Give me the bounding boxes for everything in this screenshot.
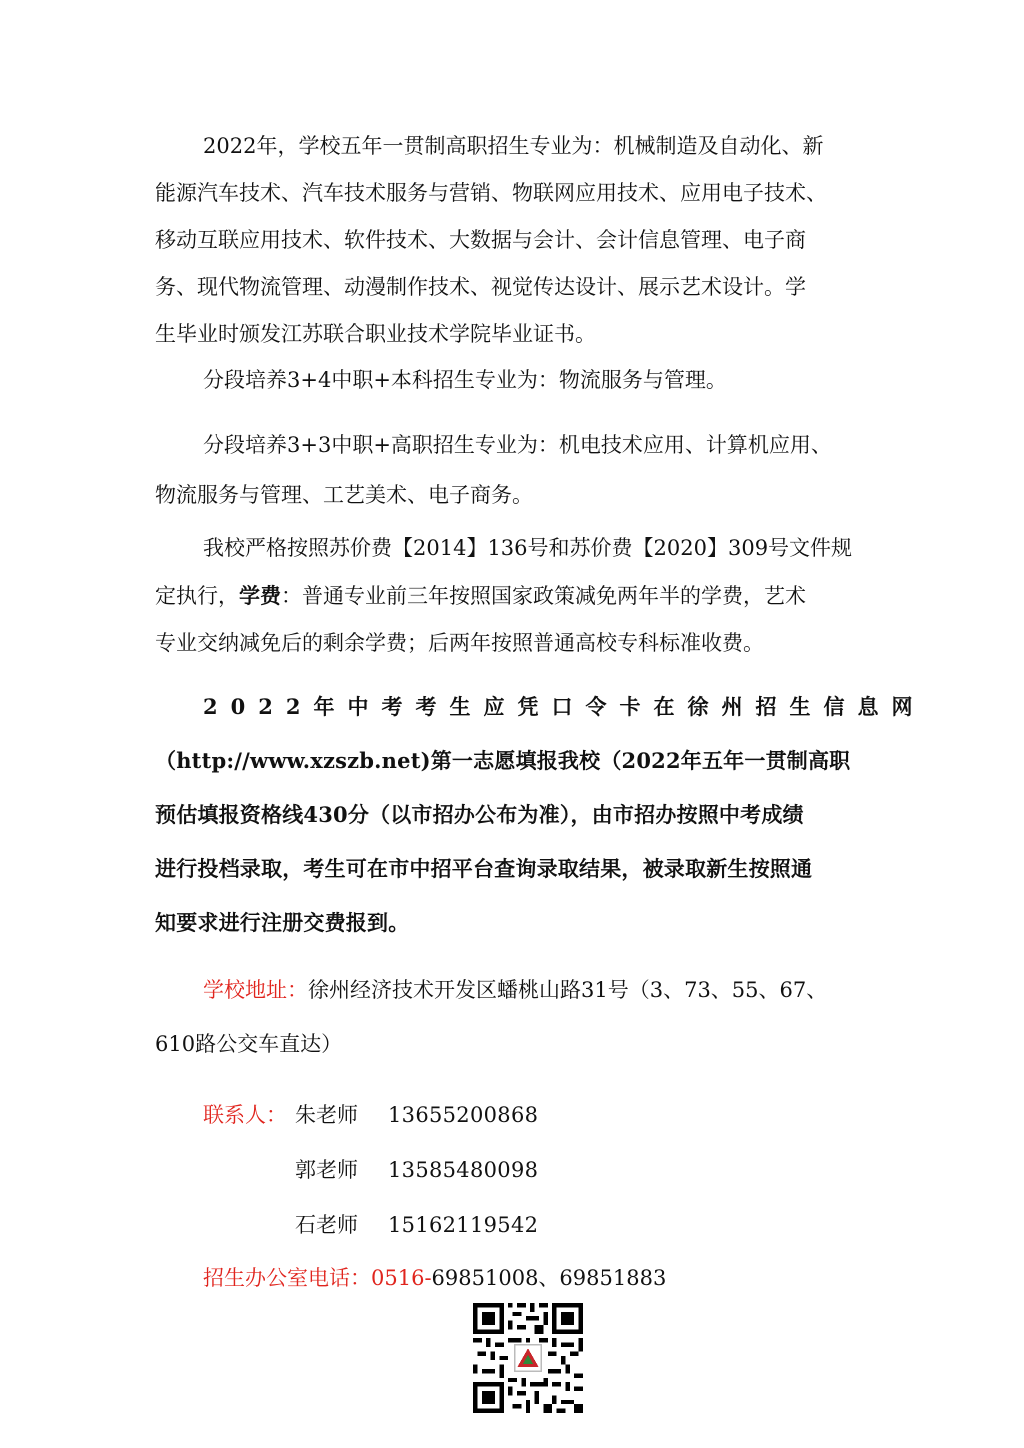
paragraph-majors-five-year	[155, 123, 875, 358]
contact-row	[203, 1093, 538, 1148]
paragraph-tuition	[155, 525, 875, 667]
text-line	[155, 963, 875, 1017]
text-line: 进行投档录取，考生可在市中招平台查询录取结果，被录取新生按照通	[155, 856, 813, 881]
paragraph-3plus3	[155, 420, 875, 520]
address-label: 学校地址：	[203, 978, 308, 1002]
text-line: 2022年中考考生应凭口令卡在徐州招生信息网	[203, 694, 926, 719]
office-phone-numbers: 69851008、69851883	[431, 1266, 667, 1290]
paragraph-3plus4	[155, 362, 875, 398]
contact-phone: 15162119542	[388, 1213, 539, 1237]
office-phone-line	[203, 1260, 666, 1296]
contact-name: 石老师	[295, 1213, 358, 1237]
text-line: 专业交纳减免后的剩余学费；后两年按照普通高校专科标准收费。	[155, 631, 764, 655]
text-line: 分段培养3+3中职+高职招生专业为：机电技术应用、计算机应用、	[203, 433, 832, 457]
contact-row	[203, 1203, 538, 1258]
contact-phone: 13655200868	[388, 1103, 539, 1127]
text-line: 610路公交车直达）	[155, 1032, 343, 1056]
contact-phone: 13585480098	[388, 1158, 539, 1182]
text-line: 务、现代物流管理、动漫制作技术、视觉传达设计、展示艺术设计。学	[155, 275, 806, 299]
contact-row	[203, 1148, 538, 1203]
text-line	[155, 572, 875, 620]
text-line: 预估填报资格线430分（以市招办公布为准），由市招办按照中考成绩	[155, 802, 804, 827]
office-phone-label: 招生办公室电话：0516-	[203, 1266, 432, 1290]
contacts-block	[203, 1093, 538, 1258]
contacts-label: 联系人：	[203, 1103, 287, 1127]
text-line: 2022年，学校五年一贯制高职招生专业为：机械制造及自动化、新	[203, 134, 824, 158]
text-span: 定执行，	[155, 584, 239, 608]
paragraph-address	[155, 963, 875, 1071]
tuition-label: 学费	[239, 583, 281, 608]
text-line: 生毕业时颁发江苏联合职业技术学院毕业证书。	[155, 322, 596, 346]
text-line: 能源汽车技术、汽车技术服务与营销、物联网应用技术、应用电子技术、	[155, 181, 827, 205]
address-text: 徐州经济技术开发区蟠桃山路31号（3、73、55、67、	[308, 978, 828, 1002]
contact-name: 朱老师	[295, 1103, 358, 1127]
text-line: （http://www.xzszb.net)第一志愿填报我校（2022年五年一贯制高职	[155, 748, 851, 773]
text-line: 分段培养3+4中职+本科招生专业为：物流服务与管理。	[203, 368, 727, 392]
text-line: 移动互联应用技术、软件技术、大数据与会计、会计信息管理、电子商	[155, 228, 806, 252]
text-span: ：普通专业前三年按照国家政策减免两年半的学费，艺术	[281, 584, 806, 608]
text-line: 我校严格按照苏价费【2014】136号和苏价费【2020】309号文件规	[203, 536, 853, 560]
paragraph-application	[155, 680, 926, 950]
qr-code-icon	[473, 1303, 583, 1413]
text-line: 知要求进行注册交费报到。	[155, 910, 410, 935]
contact-name: 郭老师	[295, 1158, 358, 1182]
text-line: 物流服务与管理、工艺美术、电子商务。	[155, 483, 533, 507]
